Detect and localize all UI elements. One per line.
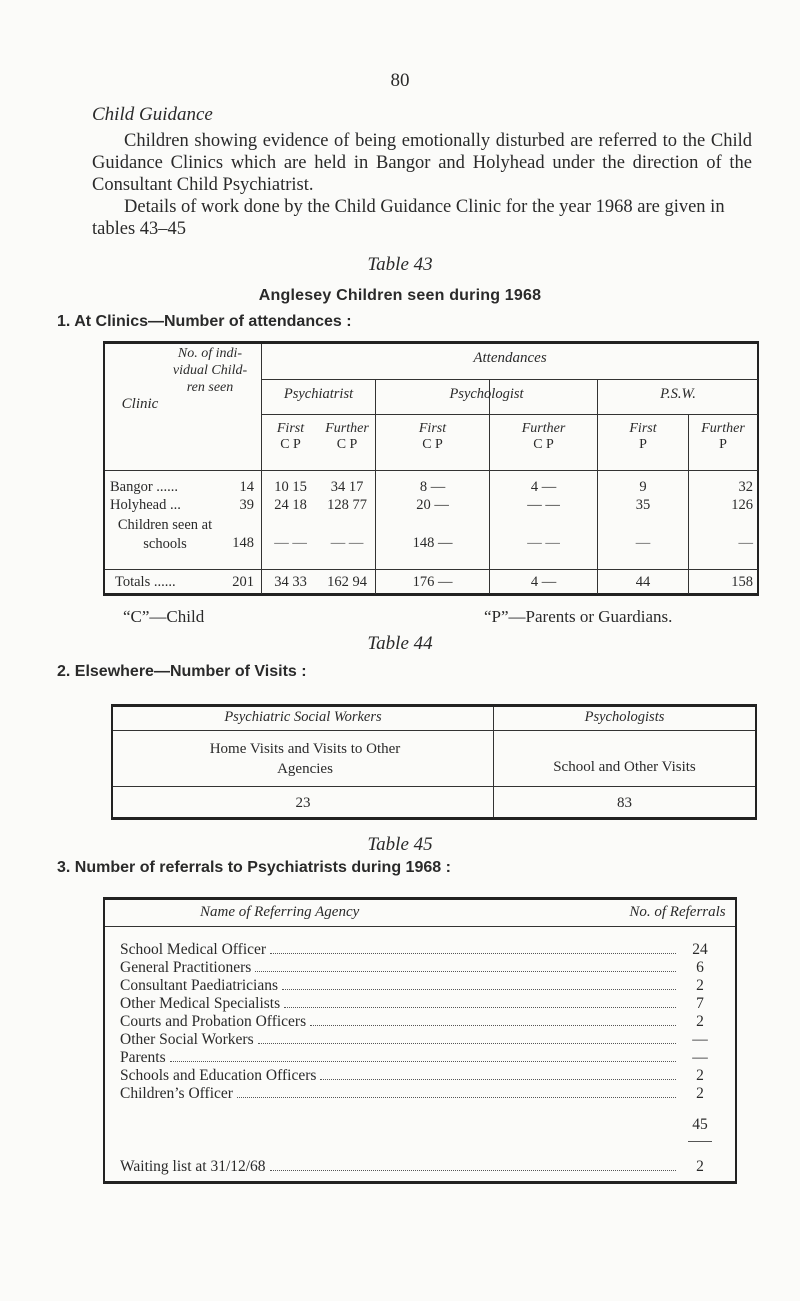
row-holyhead-clinic: Holyhead ...	[110, 497, 181, 513]
totals-pl-further: 4 —	[530, 574, 557, 590]
header-pl-first: First	[418, 421, 447, 436]
table45-section: 3. Number of referrals to Psychiatrists during 1968 :	[57, 859, 451, 876]
t45-row	[120, 941, 720, 959]
t45-row-value: 2	[696, 1085, 704, 1102]
t45-row-value: —	[692, 1049, 708, 1066]
header-psw-further: Further	[701, 421, 745, 436]
row-schools-n: 148	[232, 535, 254, 551]
totals-ps-further: 162 94	[327, 574, 367, 590]
row-schools-pl-further: — —	[527, 535, 560, 551]
table43-title: Table 43	[367, 254, 433, 275]
t44-header-psw: Psychiatric Social Workers	[224, 709, 382, 725]
t45-row-name: Courts and Probation Officers	[120, 1013, 307, 1030]
t45-row	[120, 1049, 720, 1067]
table45-title: Table 45	[367, 834, 433, 855]
header-psychologist: Psychologist	[449, 386, 524, 402]
t45-row	[120, 1067, 720, 1085]
row-schools-psw-first: —	[635, 535, 651, 551]
t45-row	[120, 995, 720, 1013]
table43-section: 1. At Clinics—Number of attendances :	[57, 313, 352, 330]
t45-row-value: 2	[696, 977, 704, 994]
t45-row-name: General Practitioners	[120, 959, 252, 976]
totals-ps-first: 34 33	[274, 574, 307, 590]
t45-row-value: 2	[696, 1013, 704, 1030]
row-bangor-pl-further: 4 —	[530, 479, 557, 495]
header-psw: P.S.W.	[660, 386, 696, 402]
intro-paragraph: Children showing evidence of being emotionally disturbed are referred to the Child Guidance Clinics which are held in Bangor and Holyhead under the direction of the Consultant Child Psychiatrist.	[92, 131, 752, 195]
t45-row-value: 24	[692, 941, 708, 958]
table43-subtitle: Anglesey Children seen during 1968	[258, 287, 542, 304]
t45-header-agency: Name of Referring Agency	[200, 904, 360, 920]
t45-row-name: Schools and Education Officers	[120, 1067, 317, 1084]
row-schools-pl-first: 148 —	[412, 535, 453, 551]
note-c: “C”—Child	[123, 607, 205, 626]
row-holyhead-pl-further: — —	[527, 497, 560, 513]
header-ps-further-cp: C P	[336, 437, 358, 452]
header-num-individual: No. of indi- vidual Child- ren seen	[172, 346, 248, 395]
t45-row-value: 7	[696, 995, 704, 1012]
header-psw-first-p: P	[639, 437, 647, 452]
t44-value-psw: 23	[295, 795, 311, 811]
row-bangor-psw-first: 9	[639, 479, 647, 495]
t45-row	[120, 977, 720, 995]
details-paragraph: Details of work done by the Child Guidance Clinic for the year 1968 are given in tables 43–45	[92, 197, 725, 239]
header-pl-further: Further	[521, 421, 566, 436]
header-attendances: Attendances	[473, 350, 547, 366]
totals-pl-first: 176 —	[412, 574, 453, 590]
totals-n: 201	[232, 574, 254, 590]
t45-row	[120, 1085, 720, 1103]
row-bangor-n: 14	[239, 479, 254, 495]
header-psw-first: First	[629, 421, 657, 436]
totals-label: Totals ......	[115, 574, 176, 590]
t45-row	[120, 1031, 720, 1049]
header-pl-further-cp: C P	[533, 437, 554, 452]
t44-sub-psw: Home Visits and Visits to Other Agencies	[209, 741, 401, 777]
row-holyhead-psw-first: 35	[635, 497, 651, 513]
table44-section: 2. Elsewhere—Number of Visits :	[57, 663, 307, 680]
header-ps-further: Further	[325, 421, 369, 436]
t45-header-referrals: No. of Referrals	[629, 904, 726, 920]
header-ps-first: First	[276, 421, 305, 436]
totals-psw-first: 44	[635, 574, 651, 590]
header-clinic: Clinic	[121, 396, 159, 412]
row-schools-ps-further: — —	[330, 535, 364, 551]
page-number: 80	[390, 70, 410, 91]
t45-row-value: —	[692, 1031, 708, 1048]
row-holyhead-pl-first: 20 —	[416, 497, 449, 513]
row-schools-ps-first: — —	[274, 535, 307, 551]
row-bangor-psw-further: 32	[738, 479, 753, 495]
t45-waiting	[120, 1158, 720, 1176]
t44-header-psychologists: Psychologists	[584, 709, 665, 725]
row-holyhead-ps-first: 24 18	[274, 497, 307, 513]
table44-title: Table 44	[367, 633, 433, 654]
row-holyhead-ps-further: 128 77	[327, 497, 367, 513]
t45-row	[120, 1013, 720, 1031]
t45-list	[120, 941, 720, 1103]
t45-row-value: 6	[696, 959, 704, 976]
header-ps-first-cp: C P	[280, 437, 301, 452]
row-schools-psw-further: —	[738, 535, 753, 551]
t45-waiting-value: 2	[696, 1158, 704, 1175]
t45-row-name: Children’s Officer	[120, 1085, 233, 1102]
t45-total: 45	[692, 1116, 708, 1133]
t45-row-name: Consultant Paediatricians	[120, 977, 278, 994]
row-bangor-pl-first: 8 —	[419, 479, 446, 495]
t45-row-name: Other Medical Specialists	[120, 995, 281, 1012]
t45-waiting-row	[120, 1158, 720, 1176]
header-psw-further-p: P	[719, 437, 727, 452]
t44-value-psychologists: 83	[617, 795, 632, 811]
t44-sub-psychologists: School and Other Visits	[553, 759, 696, 775]
row-bangor-ps-first: 10 15	[274, 479, 307, 495]
t45-waiting-label: Waiting list at 31/12/68	[120, 1158, 266, 1175]
section-heading: Child Guidance	[92, 104, 213, 125]
row-schools-clinic: Children seen at schools	[117, 517, 213, 552]
row-holyhead-n: 39	[239, 497, 254, 513]
header-psychiatrist: Psychiatrist	[283, 386, 354, 402]
row-holyhead-psw-further: 126	[731, 497, 753, 513]
t45-row-name: Parents	[120, 1049, 166, 1066]
t45-row-value: 2	[696, 1067, 704, 1084]
t45-row-name: School Medical Officer	[120, 941, 267, 958]
t45-row	[120, 959, 720, 977]
row-bangor-clinic: Bangor ......	[110, 479, 179, 495]
note-p: “P”—Parents or Guardians.	[484, 607, 673, 626]
totals-psw-further: 158	[731, 574, 753, 590]
header-pl-first-cp: C P	[422, 437, 443, 452]
row-bangor-ps-further: 34 17	[330, 479, 364, 495]
t45-row-name: Other Social Workers	[120, 1031, 254, 1048]
